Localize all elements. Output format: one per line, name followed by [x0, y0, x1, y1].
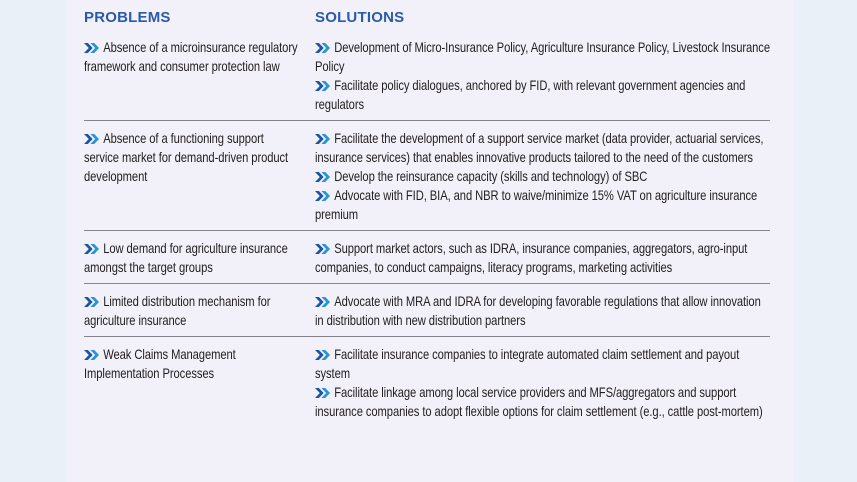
table-header-row — [84, 9, 770, 30]
double-chevron-icon — [315, 134, 330, 144]
solution-item — [315, 38, 770, 76]
problem-text: Absence of a functioning support service market for demand-driven product development — [84, 130, 289, 184]
problem-item — [84, 239, 300, 277]
problem-item — [84, 38, 300, 76]
solution-text: Facilitate policy dialogues, anchored by FID, with relevant government agencies and regulators — [315, 77, 746, 112]
table-row — [84, 230, 770, 283]
problem-cell — [84, 345, 300, 421]
solution-item — [315, 76, 770, 114]
solutions-cell — [315, 292, 770, 330]
solution-text: Develop the reinsurance capacity (skills and technology) of SBC — [334, 168, 648, 184]
solution-item — [315, 383, 770, 421]
solutions-cell — [315, 129, 770, 224]
problem-text: Weak Claims Management Implementation Processes — [84, 346, 236, 381]
double-chevron-icon — [84, 43, 99, 53]
solution-text: Facilitate the development of a support service market (data provider, actuarial services, insurance services) that enables innovative products tailored to the need of the customers — [315, 130, 764, 165]
solution-item — [315, 292, 770, 330]
solution-text: Support market actors, such as IDRA, insurance companies, aggregators, agro-input companies, to conduct campaigns, literacy programs, marketing activities — [315, 240, 748, 275]
solution-item — [315, 345, 770, 383]
problem-item — [84, 129, 300, 186]
double-chevron-icon — [315, 297, 330, 307]
problem-item — [84, 345, 300, 383]
table-row — [84, 30, 770, 120]
solution-text: Facilitate insurance companies to integrate automated claim settlement and payout system — [315, 346, 740, 381]
double-chevron-icon — [84, 244, 99, 254]
table-row — [84, 336, 770, 427]
solution-text: Advocate with MRA and IDRA for developing favorable regulations that allow innovation in distribution with new distribution partners — [315, 293, 761, 328]
table-row — [84, 283, 770, 336]
double-chevron-icon — [315, 43, 330, 53]
problem-cell — [84, 129, 300, 224]
problem-cell — [84, 239, 300, 277]
double-chevron-icon — [315, 388, 330, 398]
solution-text: Development of Micro-Insurance Policy, Agriculture Insurance Policy, Livestock Insurance Policy — [315, 39, 770, 74]
solution-text: Facilitate linkage among local service providers and MFS/aggregators and support insurance companies to adopt flexible options for claim settlement (e.g., cattle post-mortem) — [315, 384, 763, 419]
double-chevron-icon — [315, 172, 330, 182]
double-chevron-icon — [84, 297, 99, 307]
solution-item — [315, 129, 770, 167]
solution-item — [315, 239, 770, 277]
solutions-cell — [315, 239, 770, 277]
solutions-cell — [315, 345, 770, 421]
solutions-column-header: SOLUTIONS — [315, 9, 405, 26]
problem-text: Absence of a microinsurance regulatory framework and consumer protection law — [84, 39, 298, 74]
double-chevron-icon — [315, 81, 330, 91]
table-row — [84, 120, 770, 230]
problem-cell — [84, 292, 300, 330]
solution-item — [315, 186, 770, 224]
double-chevron-icon — [315, 244, 330, 254]
solution-item — [315, 167, 770, 186]
problems-column-header: PROBLEMS — [84, 9, 171, 26]
solution-text: Advocate with FID, BIA, and NBR to waive/minimize 15% VAT on agriculture insurance premium — [315, 187, 758, 222]
problem-text: Limited distribution mechanism for agriculture insurance — [84, 293, 271, 328]
double-chevron-icon — [84, 350, 99, 360]
problem-item — [84, 292, 300, 330]
double-chevron-icon — [315, 350, 330, 360]
double-chevron-icon — [84, 134, 99, 144]
double-chevron-icon — [315, 191, 330, 201]
problem-cell — [84, 38, 300, 114]
solutions-cell — [315, 38, 770, 114]
problems-solutions-table — [66, 0, 793, 482]
problem-text: Low demand for agriculture insurance amongst the target groups — [84, 240, 288, 275]
